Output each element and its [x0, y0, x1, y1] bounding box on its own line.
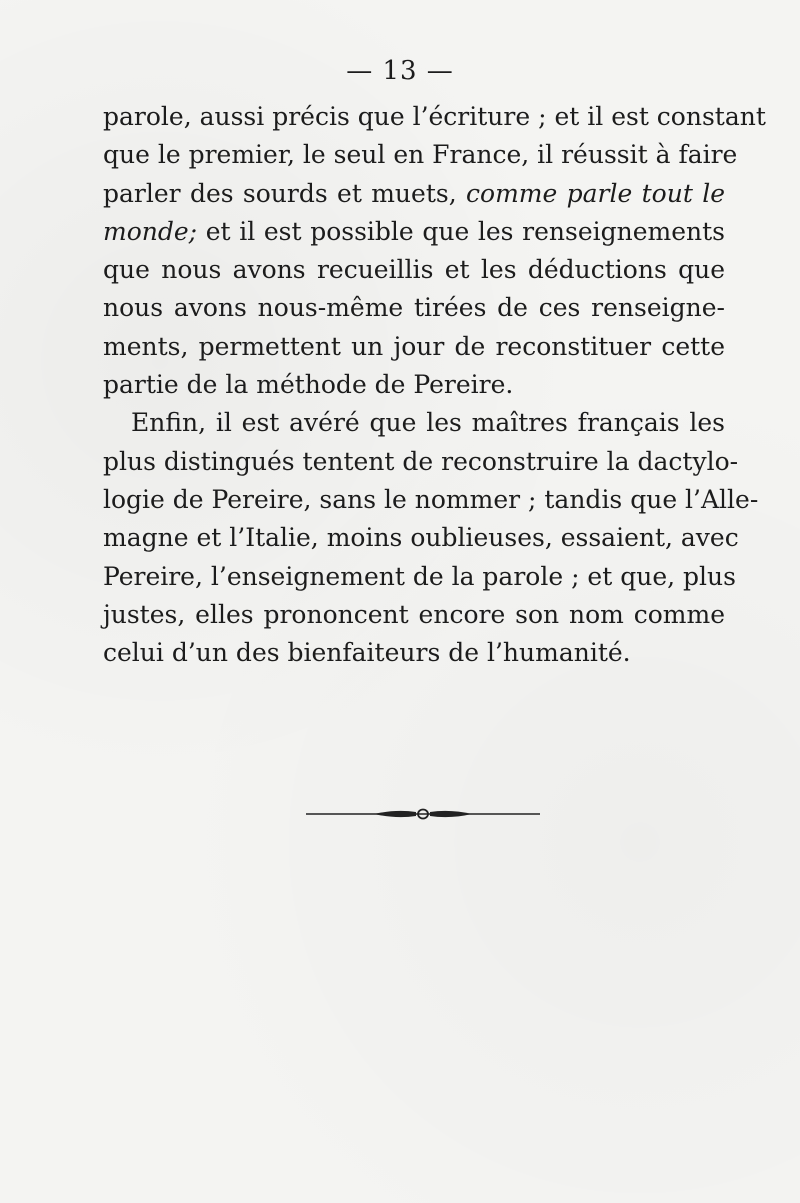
- text-line: ments, permettent un jour de reconstituer cette: [103, 331, 725, 361]
- text-line: magne et l’Italie, moins oublieuses, essaient, avec: [103, 523, 739, 553]
- ornament-divider: [306, 803, 540, 825]
- text-line: parole, aussi précis que l’écriture ; et il est constant: [103, 102, 766, 131]
- text-line: plus distingués tentent de reconstruire la dactylo-: [103, 446, 739, 476]
- text-line: que nous avons recueillis et les déductions que: [103, 255, 725, 285]
- text-line: celui d’un des bienfaiteurs de l’humanité.: [103, 638, 631, 668]
- text-line: [103, 175, 725, 213]
- text-segment: et il est possible que les renseignements: [205, 216, 725, 246]
- text-line: que le premier, le seul en France, il réussit à faire: [103, 140, 738, 170]
- text-line: [103, 213, 725, 251]
- text-line: partie de la méthode de Pereire.: [103, 370, 514, 400]
- text-line: Enfin, il est avéré que les maîtres français les: [131, 408, 725, 438]
- text-line: logie de Pereire, sans le nommer ; tandis que l’Alle-: [103, 484, 759, 514]
- text-line: Pereire, l’enseignement de la parole ; et que, plus: [103, 561, 736, 591]
- italic-phrase: comme parle tout le: [466, 178, 726, 208]
- text-line: nous avons nous-même tirées de ces renseigne-: [103, 293, 725, 323]
- text-line: justes, elles prononcent encore son nom comme: [103, 599, 725, 629]
- text-segment: parler des sourds et muets,: [103, 178, 457, 208]
- page-number: — 13 —: [346, 56, 454, 86]
- body-text: [103, 98, 766, 672]
- italic-phrase: monde;: [103, 216, 198, 246]
